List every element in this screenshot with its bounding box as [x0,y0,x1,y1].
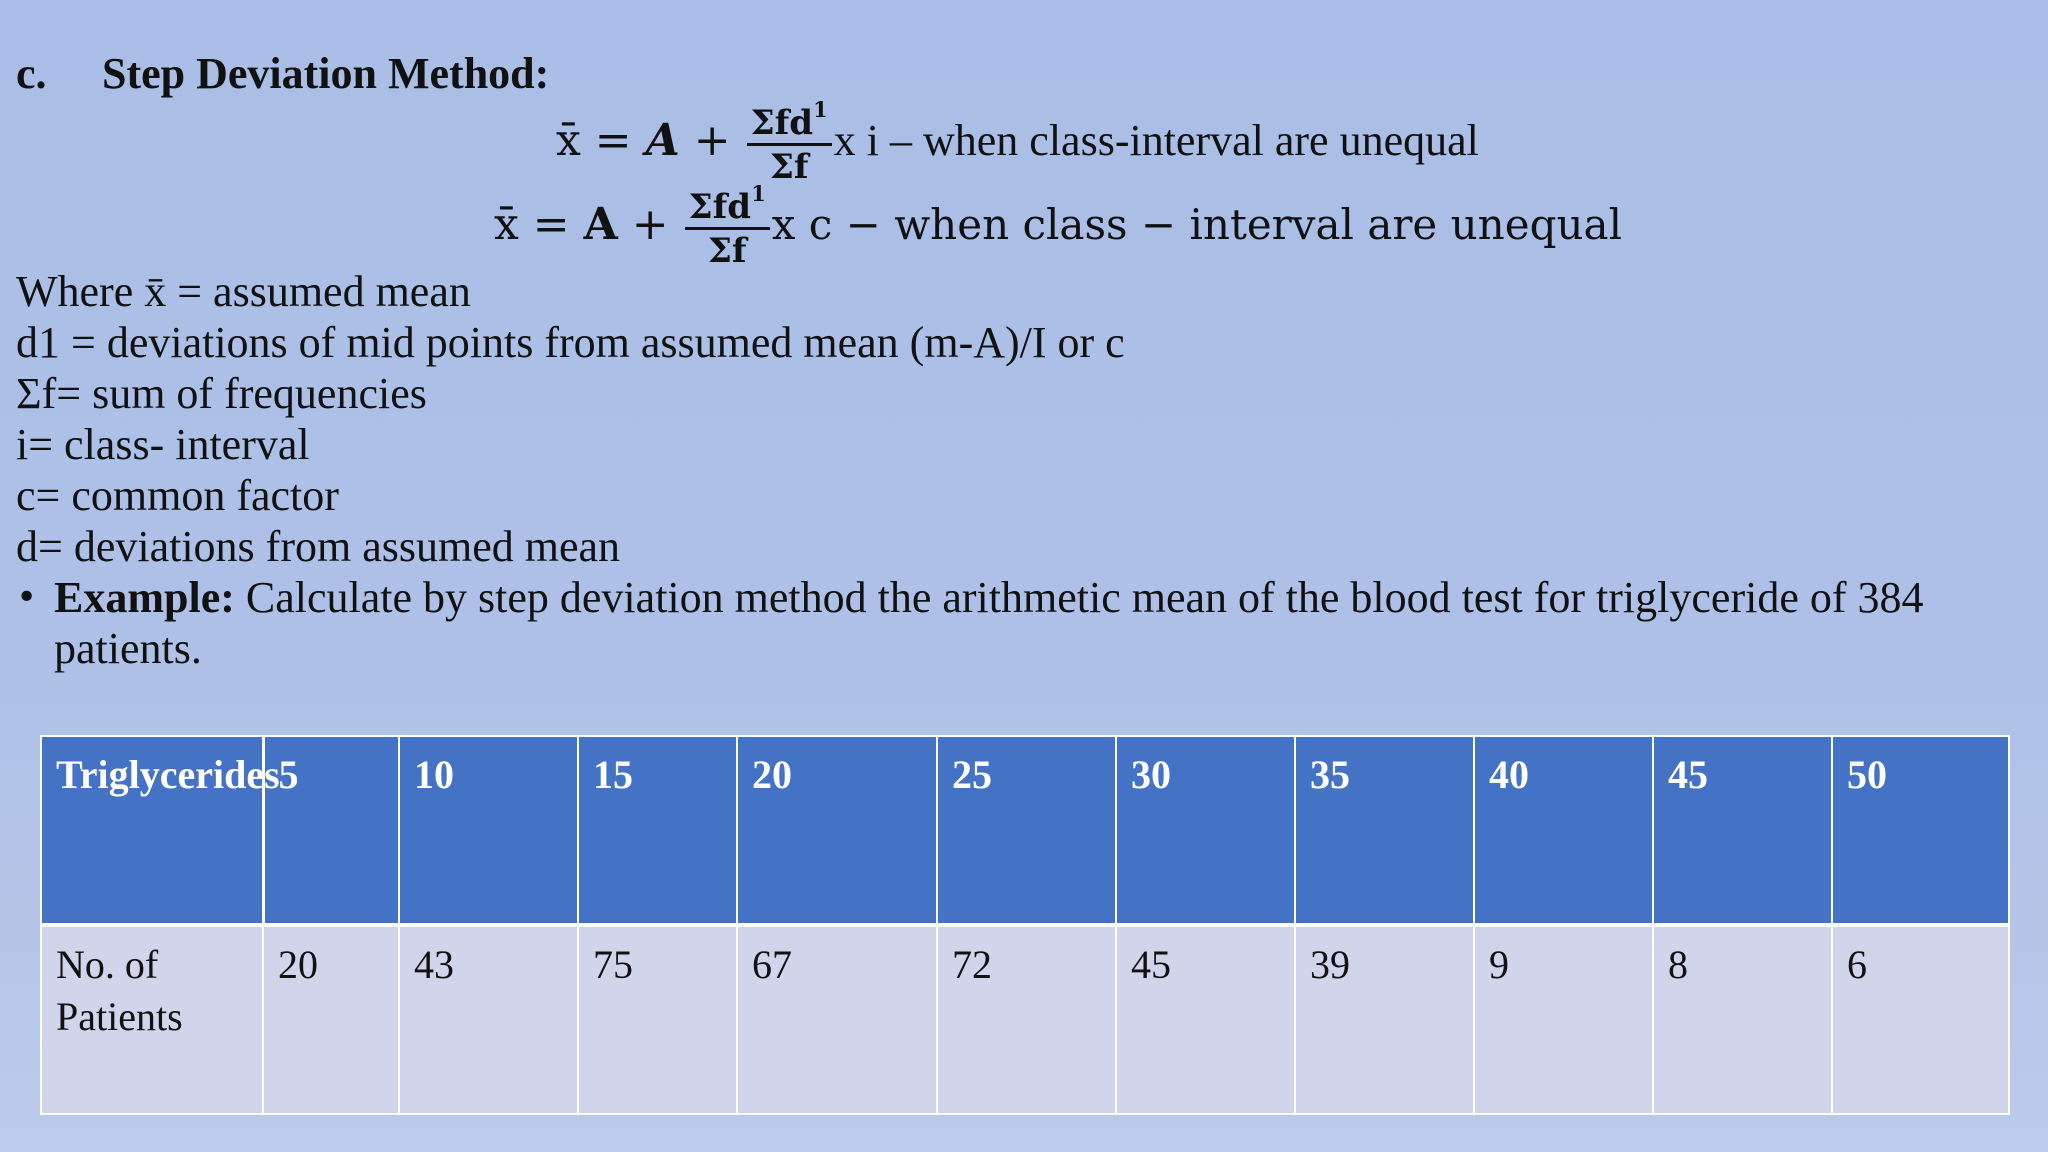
table-cell: 35 [1295,736,1474,925]
table-cell: 67 [737,925,937,1114]
formula-unequal-interval [556,97,1479,187]
definition-class-interval: i= class- interval [16,420,310,469]
table-cell: 45 [1116,925,1295,1114]
formula-fraction [685,181,770,271]
table-cell: 43 [399,925,578,1114]
formula-tail: x c − when class − interval are unequal [771,200,1622,250]
table-cell: 6 [1832,925,2009,1114]
formula-lhs: x̄ = [556,115,646,167]
fraction-numerator: Σfd$^1$ [750,97,828,143]
formula-fraction [747,97,832,187]
table-cell: 10 [399,736,578,925]
fraction-denominator: Σf [685,227,770,268]
table-cell: 30 [1116,736,1295,925]
definitions-list [16,266,1125,572]
table-cell: 9 [1474,925,1653,1114]
table-cell: 50 [1832,736,2009,925]
table-row [41,925,2009,1114]
table-cell: 25 [937,736,1116,925]
table-cell: 72 [937,925,1116,1114]
table-cell: 45 [1653,736,1832,925]
table-cell: 20 [737,736,937,925]
triglycerides-table [40,735,2010,1115]
formula-plus: + [617,199,683,251]
table-cell: 5 [263,736,399,925]
table-cell: 75 [578,925,737,1114]
formula-plus: + [679,115,745,167]
definition-deviations: d= deviations from assumed mean [16,522,621,571]
section-heading [16,49,550,98]
table-cell: 40 [1474,736,1653,925]
formula-assumed-mean: A [645,115,680,167]
definition-sum-frequencies: Σf= sum of frequencies [16,369,427,418]
section-letter: c. [16,49,47,98]
table-cell: 20 [263,925,399,1114]
bullet-icon: • [16,577,38,618]
formula-assumed-mean: A [583,199,618,251]
header-label-cell: Triglycerides [41,736,263,925]
formula-common-factor [494,181,1622,271]
definition-d1: d1 = deviations of mid points from assumed mean (m-A)/I or c [16,318,1125,367]
example-text: Calculate by step deviation method the arithmetic mean of the blood test for triglyceride of 384 patients. [54,573,1924,673]
formula-lhs: x̄ = [494,199,584,251]
fraction-denominator: Σf [747,143,832,184]
definition-common-factor: c= common factor [16,471,339,520]
row-label-cell: No. of Patients [41,925,263,1114]
table-cell: 39 [1295,925,1474,1114]
definition-assumed-mean: Where x̄ = assumed mean [16,267,471,316]
example-label: Example: [54,573,235,622]
formula-tail: x i – when class-interval are unequal [833,116,1479,166]
table-cell: 15 [578,736,737,925]
section-title: Step Deviation Method: [102,49,550,98]
table-header-row [41,736,2009,925]
example-paragraph [16,572,2006,674]
table-cell: 8 [1653,925,1832,1114]
fraction-numerator: Σfd$^1$ [688,181,766,227]
